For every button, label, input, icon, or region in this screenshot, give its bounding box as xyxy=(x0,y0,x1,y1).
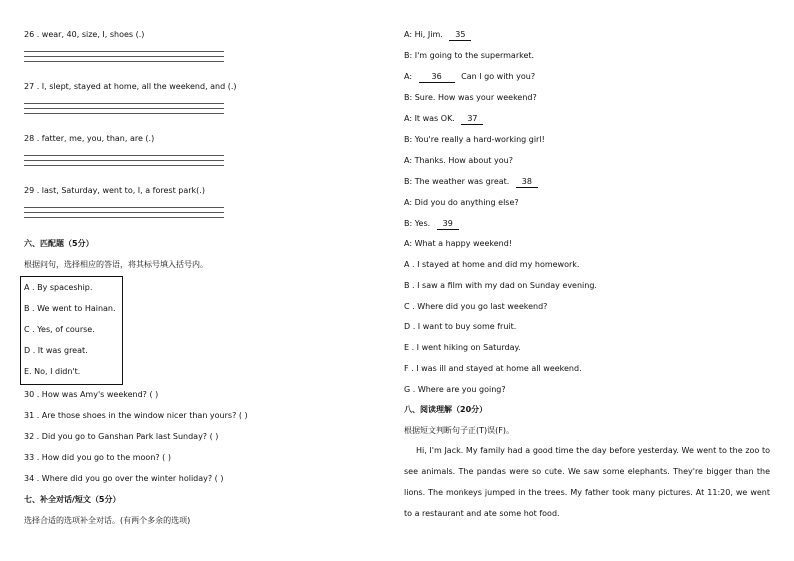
match-option-c: C . Yes, of course. xyxy=(24,325,95,334)
dialogue-option-a: A . I stayed at home and did my homework. xyxy=(404,260,580,269)
dialogue-option-e: E . I went hiking on Saturday. xyxy=(404,343,521,352)
blank-39[interactable]: 39 xyxy=(437,219,459,230)
section-7-title: 七、补全对话/短文（5分） xyxy=(24,495,121,504)
match-option-d: D . It was great. xyxy=(24,346,88,355)
dialogue-line-9: A: Did you do anything else? xyxy=(404,198,519,207)
section-8-title: 八、阅读理解（20分） xyxy=(404,405,488,414)
question-30[interactable]: 30 . How was Amy's weekend? ( ) xyxy=(24,390,159,399)
blank-37[interactable]: 37 xyxy=(461,114,483,125)
reading-passage: Hi, I'm Jack. My family had a good time the day before yesterday. We went to the zoo to see animals. The pandas were so cute. We saw some elephants. They're bigger than the lions. The monkeys jumped in the trees. My father took many pictures. At 11:20, we went to a restaurant and ate some hot food. xyxy=(404,446,770,518)
question-29: 29 . last, Saturday, went to, I, a forest park(.) xyxy=(24,186,205,195)
answer-lines-29[interactable] xyxy=(24,207,224,222)
dialogue-option-d: D . I want to buy some fruit. xyxy=(404,322,517,331)
dialogue-line-3: A: 36 Can I go with you? xyxy=(404,72,536,81)
match-option-b: B . We went to Hainan. xyxy=(24,304,116,313)
dialogue-line-6: B: You're really a hard-working girl! xyxy=(404,135,545,144)
dialogue-option-c: C . Where did you go last weekend? xyxy=(404,302,548,311)
question-26: 26 . wear, 40, size, I, shoes (.) xyxy=(24,30,145,39)
dialogue-line-8: B: The weather was great. 38 xyxy=(404,177,538,188)
answer-lines-28[interactable] xyxy=(24,155,224,170)
question-27: 27 . I, slept, stayed at home, all the weekend, and (.) xyxy=(24,82,237,91)
blank-35[interactable]: 35 xyxy=(449,30,471,41)
question-28: 28 . fatter, me, you, than, are (.) xyxy=(24,134,155,143)
answer-lines-26[interactable] xyxy=(24,51,224,66)
section-7-instruction: 选择合适的选项补全对话。(有两个多余的选项) xyxy=(24,516,191,525)
dialogue-line-2: B: I'm going to the supermarket. xyxy=(404,51,535,60)
question-33[interactable]: 33 . How did you go to the moon? ( ) xyxy=(24,453,171,462)
question-34[interactable]: 34 . Where did you go over the winter holiday? ( ) xyxy=(24,474,224,483)
question-31[interactable]: 31 . Are those shoes in the window nicer than yours? ( ) xyxy=(24,411,248,420)
dialogue-line-5: A: It was OK. 37 xyxy=(404,114,483,125)
blank-36[interactable]: 36 xyxy=(419,72,455,83)
dialogue-line-7: A: Thanks. How about you? xyxy=(404,156,513,165)
dialogue-option-f: F . I was ill and stayed at home all weekend. xyxy=(404,364,582,373)
answer-lines-27[interactable] xyxy=(24,103,224,118)
dialogue-line-4: B: Sure. How was your weekend? xyxy=(404,93,537,102)
blank-38[interactable]: 38 xyxy=(516,177,538,188)
section-8-instruction: 根据短文判断句子正(T)误(F)。 xyxy=(404,426,514,435)
dialogue-line-10: B: Yes. 39 xyxy=(404,219,459,230)
section-6-instruction: 根据问句，选择相应的答语，将其标号填入括号内。 xyxy=(24,260,208,269)
match-option-e: E. No, I didn't. xyxy=(24,367,81,376)
dialogue-line-11: A: What a happy weekend! xyxy=(404,239,512,248)
dialogue-option-b: B . I saw a film with my dad on Sunday evening. xyxy=(404,281,597,290)
dialogue-option-g: G . Where are you going? xyxy=(404,385,506,394)
section-6-title: 六、匹配题（5分） xyxy=(24,239,94,248)
match-option-a: A . By spaceship. xyxy=(24,283,93,292)
question-32[interactable]: 32 . Did you go to Ganshan Park last Sunday? ( ) xyxy=(24,432,219,441)
dialogue-line-1: A: Hi, Jim. 35 xyxy=(404,30,471,41)
